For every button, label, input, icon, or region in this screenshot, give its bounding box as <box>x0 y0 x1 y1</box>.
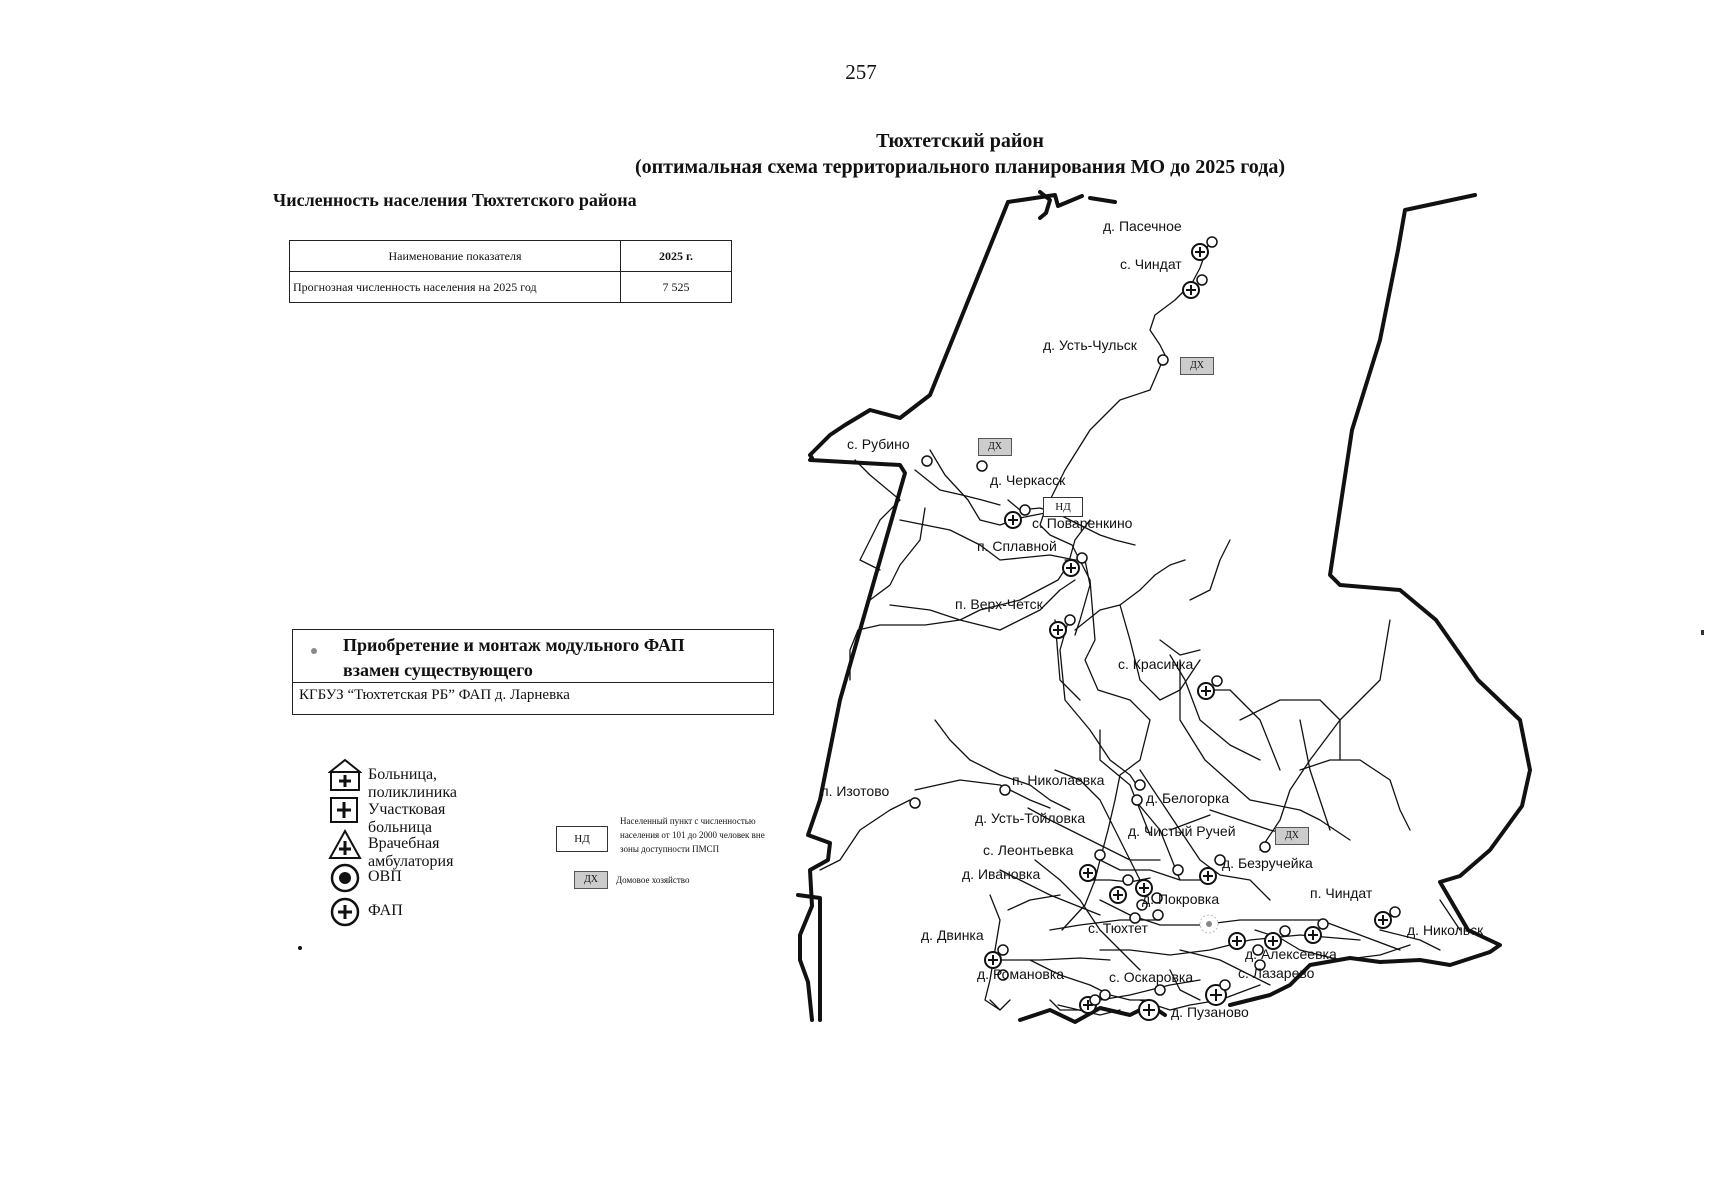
fap-icon <box>1080 865 1096 881</box>
fap-icon <box>1063 560 1079 576</box>
column-header-year: 2025 г. <box>621 241 732 272</box>
settlement-label: с. Чиндат <box>1120 256 1182 272</box>
settlement-label: с. Лазарево <box>1238 965 1315 981</box>
nd-legend-text-line1: Населенный пункт с численностью <box>620 816 756 826</box>
fap-icon <box>1183 282 1199 298</box>
legend-label: Больница, поликлиника <box>368 766 457 801</box>
settlement-label: п. Николаевка <box>1012 772 1105 788</box>
dx-badge: ДХ <box>1180 357 1214 375</box>
legend-label: ФАП <box>368 902 403 919</box>
settlement-label: п. Сплавной <box>977 538 1057 554</box>
settlement-label: с. Тюхтет <box>1088 920 1148 936</box>
fap-icon <box>1005 512 1021 528</box>
settlement-label: д. Романовка <box>977 966 1065 982</box>
modular-fap-title-line1: Приобретение и монтаж модульного ФАП <box>343 635 685 655</box>
fap-icon <box>1192 244 1208 260</box>
fap-icon <box>1139 1000 1159 1020</box>
settlement-label: д. Покровка <box>1142 891 1220 907</box>
settlement-label: п. Чиндат <box>1310 885 1373 901</box>
settlement-label: с. Поваренкино <box>1032 515 1133 531</box>
settlement-label: д. Пасечное <box>1103 218 1182 234</box>
fap-icon <box>1110 887 1126 903</box>
nd-legend-text-line2: населения от 101 до 2000 человек вне <box>620 830 765 840</box>
legend-label: Участковая больница <box>368 801 446 836</box>
page-number: 257 <box>845 60 877 84</box>
settlement-label: д. Усть-Тойловка <box>975 810 1086 826</box>
map-title-line2: (оптимальная схема территориального планирования МО до 2025 года) <box>635 156 1285 178</box>
row-label: Прогнозная численность населения на 2025 год <box>290 272 621 303</box>
settlement-label: с. Оскаровка <box>1109 969 1194 985</box>
settlement-label: д. Чистый Ручей <box>1128 823 1236 839</box>
settlement-label: с. Леонтьевка <box>983 842 1074 858</box>
fap-icon <box>1305 927 1321 943</box>
settlement-label: д. Усть-Чульск <box>1043 337 1137 353</box>
settlement-label: п. Изотово <box>821 783 890 799</box>
nd-legend-text-line3: зоны доступности ПМСП <box>620 844 720 854</box>
settlement-label: д. Черкасск <box>990 472 1066 488</box>
dx-badge: ДХ <box>978 438 1012 456</box>
dx-legend-text: Домовое хозяйство <box>616 875 690 885</box>
nd-badge: НД <box>1043 497 1083 517</box>
row-value: 7 525 <box>621 272 732 303</box>
settlement-label: с. Рубино <box>847 436 910 452</box>
settlement-label: д. Белогорка <box>1146 790 1230 806</box>
nd-legend-badge: НД <box>556 826 608 852</box>
column-header-indicator: Наименование показателя <box>290 241 621 272</box>
population-heading: Численность населения Тюхтетского района <box>273 190 637 210</box>
fap-icon <box>1198 683 1214 699</box>
settlement-label: д. Двинка <box>921 927 984 943</box>
fap-icon <box>1375 912 1391 928</box>
map-title-line1: Тюхтетский район <box>876 130 1044 152</box>
settlement-label: с. Красинка <box>1118 656 1194 672</box>
dx-badge: ДХ <box>1275 827 1309 845</box>
ovp-icon <box>1200 915 1218 933</box>
settlement-label: д. Алексеевка <box>1245 946 1337 962</box>
modular-fap-row: КГБУЗ “Тюхтетская РБ” ФАП д. Ларневка <box>299 687 570 703</box>
fap-icon <box>1200 868 1216 884</box>
settlement-label: д. Пузаново <box>1171 1004 1249 1020</box>
settlement-label: д. Ивановка <box>962 866 1041 882</box>
legend-label: ОВП <box>368 868 402 885</box>
fap-icon <box>1229 933 1245 949</box>
settlement-label: д. Безручейка <box>1222 855 1313 871</box>
dx-legend-badge: ДХ <box>574 871 608 889</box>
settlement-label: п. Верх-Четск <box>955 596 1043 612</box>
fap-icon <box>1050 622 1066 638</box>
legend-label: Врачебная амбулатория <box>368 835 454 870</box>
settlement-label: д. Никольск <box>1407 922 1484 938</box>
modular-fap-title-line2: взамен существующего <box>343 660 533 680</box>
